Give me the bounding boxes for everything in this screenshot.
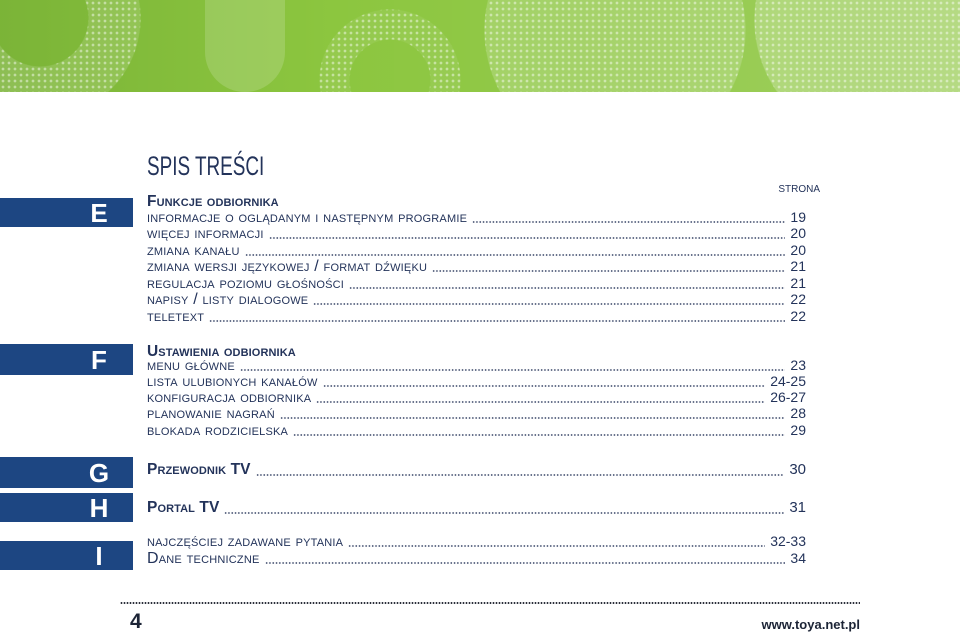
toc-entry — [147, 389, 806, 405]
section-heading-row — [147, 462, 806, 478]
toc-entry-label: regulacja poziomu głośności — [147, 274, 345, 292]
dot-leader — [472, 221, 785, 223]
dot-leader — [209, 320, 785, 322]
toc-entry — [147, 373, 806, 389]
toc-entry — [147, 533, 806, 549]
toc-entry-label: blokada rodzicielska — [147, 421, 289, 439]
toc-entry-label: Dane techniczne — [147, 549, 260, 567]
toc-entry-label: planowanie nagrań — [147, 405, 275, 422]
section-tab-letter: I — [95, 540, 103, 571]
toc-entry — [147, 258, 806, 274]
dot-leader — [349, 287, 785, 289]
section-tab-letter: H — [89, 492, 109, 523]
toc-entry-page: 19 — [790, 208, 806, 225]
dot-leader — [316, 401, 765, 403]
section-tab-i — [0, 541, 133, 570]
toc-entry — [147, 550, 806, 566]
section-heading: Ustawienia odbiornika — [147, 343, 296, 360]
banner-pattern-circle — [740, 0, 960, 92]
toc-entry — [147, 225, 806, 241]
dot-leader — [224, 512, 784, 514]
page-title: SPIS TREŚCI — [147, 151, 265, 181]
toc-entry-page: 34 — [790, 549, 806, 566]
banner-pattern-ring — [0, 0, 240, 92]
toc-entry-page: 26-27 — [770, 389, 806, 405]
dot-leader — [245, 254, 786, 256]
toc-entry-label: lista ulubionych kanałów — [147, 373, 318, 390]
toc-entry-page: 21 — [790, 258, 806, 274]
toc-entry-label: zmiana kanału — [147, 241, 240, 259]
footer-dotted-rule — [120, 602, 860, 604]
toc-entry — [147, 275, 806, 291]
toc-entry-page: 30 — [789, 461, 806, 478]
header-banner — [0, 0, 960, 92]
section-heading: Przewodnik TV — [147, 461, 251, 478]
toc-entry — [147, 422, 806, 438]
toc-entry-page: 20 — [790, 241, 806, 258]
dot-leader — [240, 369, 785, 371]
footer-website: www.toya.net.pl — [761, 617, 860, 632]
dot-leader — [256, 474, 785, 476]
toc-entry-label: informacje o oglądanym i następnym programie — [147, 208, 468, 226]
banner-pattern-band — [205, 0, 285, 92]
dot-leader — [432, 270, 785, 272]
toc-entry-label: konfiguracja odbiornika — [147, 389, 312, 406]
toc-entry-page: 23 — [790, 356, 806, 373]
dot-leader — [269, 237, 786, 239]
toc-entry — [147, 209, 806, 225]
toc-entry-page: 31 — [789, 499, 806, 516]
toc-entry — [147, 291, 806, 307]
toc-entry — [147, 242, 806, 258]
toc-entry-label: więcej informacji — [147, 225, 264, 242]
banner-pattern-ring — [300, 0, 470, 92]
toc-entry-page: 24-25 — [770, 373, 806, 389]
dot-leader — [280, 417, 786, 419]
toc-entry — [147, 405, 806, 421]
dot-leader — [313, 303, 785, 305]
toc-entry-label: napisy / listy dialogowe — [147, 291, 309, 308]
section-tab-h — [0, 493, 133, 522]
toc-entry-page: 20 — [790, 225, 806, 241]
footer-page-number: 4 — [130, 610, 142, 632]
toc-entry — [147, 357, 806, 373]
section-tab-e — [0, 198, 133, 227]
section-tab-letter: E — [90, 197, 108, 228]
dot-leader — [348, 545, 765, 547]
toc-entry-page: 22 — [790, 291, 806, 307]
toc-entry-page: 32-33 — [770, 532, 806, 549]
toc-entry-page: 21 — [790, 274, 806, 291]
toc-entry-page: 22 — [790, 307, 806, 324]
toc-entry-label: najczęściej zadawane pytania — [147, 532, 344, 550]
toc-entry-page: 29 — [790, 421, 806, 438]
dot-leader — [323, 385, 766, 387]
toc-entry — [147, 308, 806, 324]
section-heading: Funkcje odbiornika — [147, 193, 279, 210]
banner-pattern-circle — [470, 0, 760, 92]
section-tab-letter: G — [88, 457, 110, 488]
dot-leader — [265, 562, 786, 564]
toc-entry-page: 28 — [790, 405, 806, 421]
toc-entry-label: menu główne — [147, 356, 235, 374]
section-heading: Portal TV — [147, 499, 220, 516]
section-tab-g — [0, 457, 133, 488]
section-tab-letter: F — [91, 344, 107, 375]
toc-entry-label: zmiana wersji językowej / format dźwięku — [147, 258, 428, 275]
toc-entry-label: teletext — [147, 307, 205, 325]
dot-leader — [293, 434, 785, 436]
section-tab-f — [0, 344, 133, 375]
page-column-header: strona — [778, 180, 820, 196]
section-heading-row — [147, 500, 806, 516]
